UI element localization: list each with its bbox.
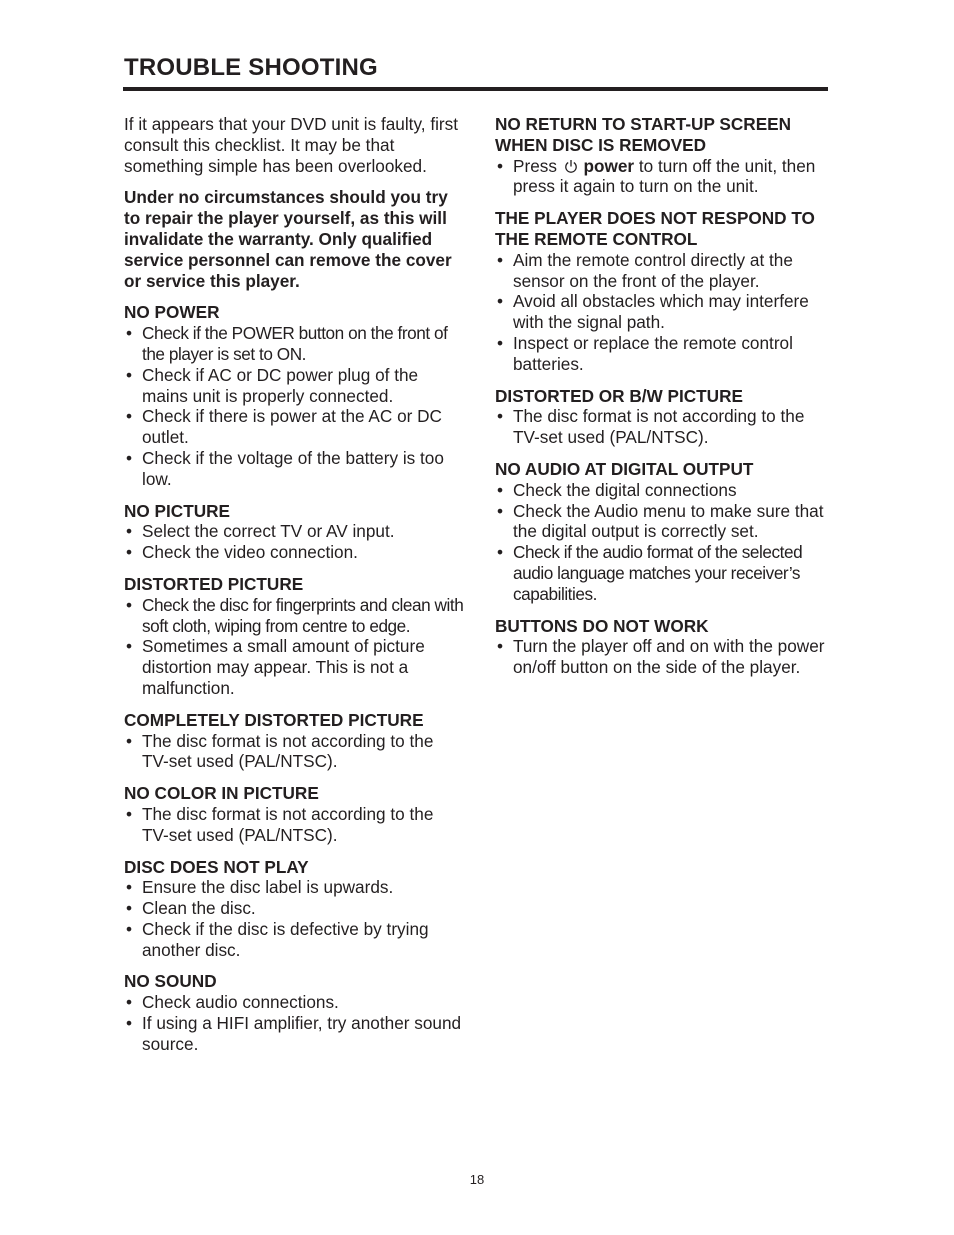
instruction-text: to turn off the unit, then press it again to turn on the unit. (513, 155, 816, 197)
power-icon (564, 159, 578, 174)
list-item: • If using a HIFI amplifier, try another sound source. (124, 1013, 464, 1055)
list-item: • Ensure the disc label is upwards. (124, 877, 464, 898)
section-no-picture (124, 501, 464, 563)
bullet-list (124, 877, 464, 960)
power-keyword: power (583, 155, 635, 176)
list-item: • Check audio connections. (124, 992, 464, 1013)
list-item: • Check if the disc is defective by trying another disc. (124, 919, 464, 961)
list-item: • Check if the audio format of the selected audio language matches your receiver’s capabilities. (495, 542, 835, 604)
section-heading: THE PLAYER DOES NOT RESPOND TO THE REMOTE CONTROL (495, 208, 815, 249)
list-item: • Check the disc for fingerprints and clean with soft cloth, wiping from centre to edge. (124, 595, 464, 637)
warning-paragraph: Under no circumstances should you try to repair the player yourself, as this will invalidate the warranty. Only qualified service personnel can remove the cover or service this player. (124, 187, 452, 291)
list-item: • Check if the POWER button on the front of the player is set to ON. (124, 323, 464, 365)
page-title: TROUBLE SHOOTING (124, 54, 378, 81)
list-item: • Check if AC or DC power plug of the mains unit is properly connected. (124, 365, 464, 407)
section-heading: NO SOUND (124, 971, 217, 992)
bullet-list (495, 480, 835, 605)
section-heading: NO POWER (124, 302, 220, 323)
list-item: • Check the digital connections (495, 480, 835, 501)
list-item: • Check if the voltage of the battery is too low. (124, 448, 464, 490)
bullet-list (124, 992, 464, 1054)
section-no-power (124, 302, 464, 489)
section-completely-distorted-picture (124, 710, 464, 772)
list-item: • Turn the player off and on with the power on/off button on the side of the player. (495, 636, 835, 678)
list-item: • The disc format is not according to the TV-set used (PAL/NTSC). (495, 406, 835, 448)
bullet-list (495, 406, 835, 448)
bullet-list (124, 804, 464, 846)
section-heading: BUTTONS DO NOT WORK (495, 615, 709, 636)
section-heading: COMPLETELY DISTORTED PICTURE (124, 709, 424, 730)
list-item: • Sometimes a small amount of picture distortion may appear. This is not a malfunction. (124, 636, 464, 698)
bullet-list (124, 595, 464, 699)
press-text: Press (513, 155, 557, 176)
section-distorted-bw-picture (495, 386, 835, 448)
list-item: • The disc format is not according to the TV-set used (PAL/NTSC). (124, 804, 464, 846)
section-heading: NO AUDIO AT DIGITAL OUTPUT (495, 458, 754, 479)
section-heading: DISTORTED OR B/W PICTURE (495, 385, 743, 406)
section-distorted-picture (124, 574, 464, 699)
page-number: 18 (469, 1172, 485, 1187)
section-buttons-do-not-work (495, 616, 835, 678)
list-item: • The disc format is not according to the TV-set used (PAL/NTSC). (124, 731, 464, 773)
intro-paragraph: If it appears that your DVD unit is faulty, first consult this checklist. It may be that something simple has been overlooked. (124, 114, 459, 176)
section-no-audio-digital-output (495, 459, 835, 605)
section-heading: NO COLOR IN PICTURE (124, 783, 319, 804)
bullet-list (124, 521, 464, 563)
title-rule (123, 87, 828, 91)
bullet-list (495, 636, 835, 678)
bullet-list (495, 250, 835, 375)
bullet-list (124, 323, 464, 489)
bullet-list (495, 156, 835, 198)
section-no-sound (124, 971, 464, 1054)
left-column (124, 114, 464, 1066)
list-item: • Check the video connection. (124, 542, 464, 563)
list-item: • Select the correct TV or AV input. (124, 521, 464, 542)
section-no-remote-response (495, 208, 835, 374)
list-item: • Check the Audio menu to make sure that the digital output is correctly set. (495, 501, 835, 543)
list-item (495, 156, 835, 198)
list-item: • Avoid all obstacles which may interfere with the signal path. (495, 291, 835, 333)
list-item: • Clean the disc. (124, 898, 464, 919)
list-item: • Inspect or replace the remote control batteries. (495, 333, 835, 375)
right-column (495, 114, 835, 689)
section-heading: DISC DOES NOT PLAY (124, 856, 309, 877)
section-disc-does-not-play (124, 857, 464, 961)
bullet-list (124, 731, 464, 773)
section-heading: DISTORTED PICTURE (124, 573, 304, 594)
list-item: • Aim the remote control directly at the sensor on the front of the player. (495, 250, 835, 292)
section-no-return-to-startup (495, 114, 835, 197)
section-heading: NO RETURN TO START-UP SCREEN WHEN DISC IS REMOVED (495, 114, 792, 155)
list-item: • Check if there is power at the AC or DC outlet. (124, 406, 464, 448)
section-heading: NO PICTURE (124, 500, 230, 521)
section-no-color-in-picture (124, 783, 464, 845)
